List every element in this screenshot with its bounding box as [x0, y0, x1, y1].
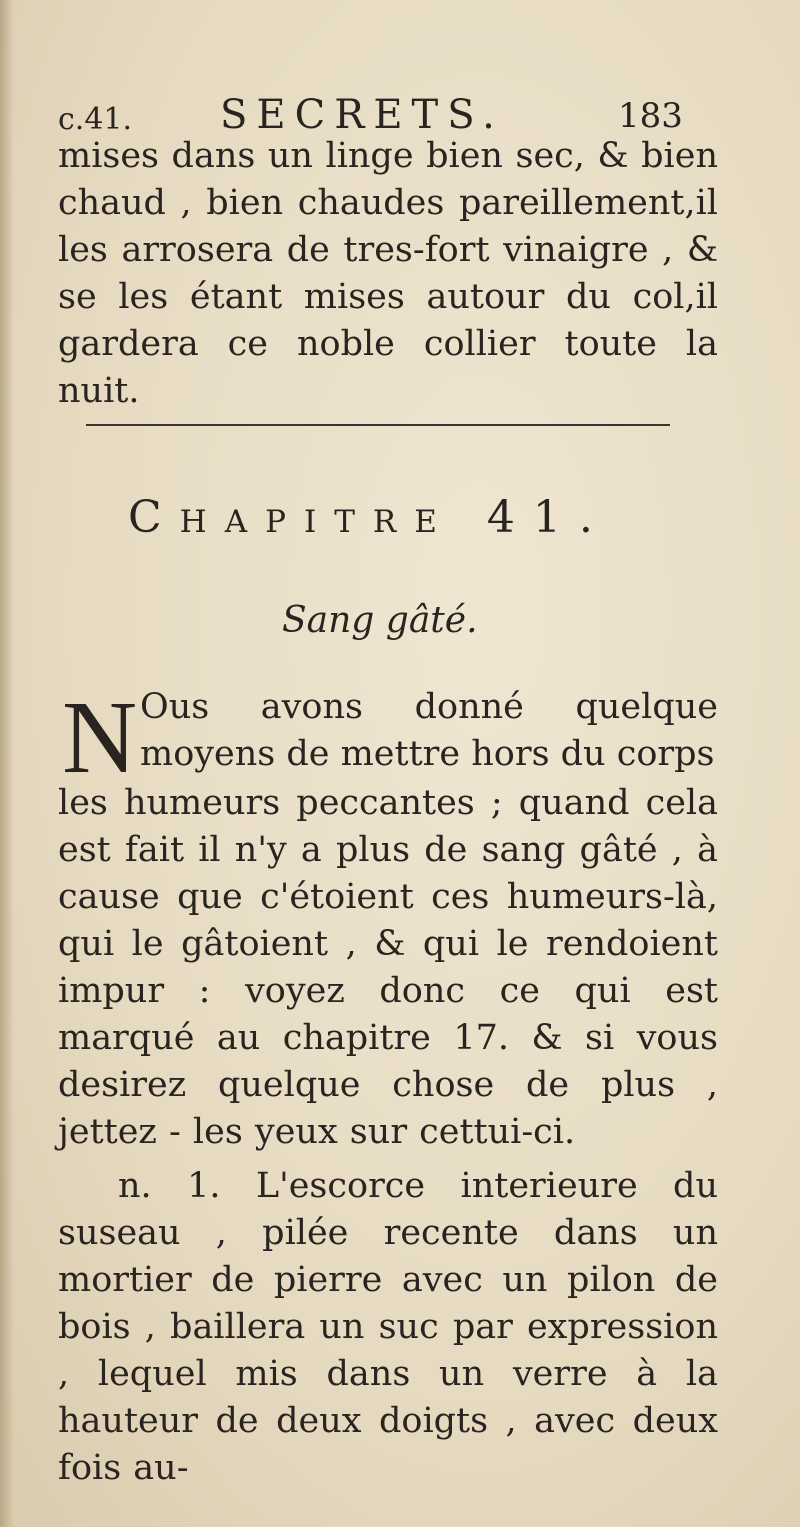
chapter-title: Chapitre 41.	[128, 492, 611, 543]
paragraph-body: les humeurs peccantes ; quand cela est fait il n'y a plus de sang gâté , à cause que c'étoient ces humeurs-là, qui le gâtoient , & qui le rendoient impur : voyez donc ce qui est marqué au chapitre 17. & si vous desirez quelque chose de plus , jettez - les yeux sur cettui-ci.	[58, 783, 718, 1152]
page-number: 183	[618, 96, 683, 136]
numbered-entry: n. 1. L'escorce interieure du suseau , pilée recente dans un mortier de pierre avec un pilon de bois , baillera un suc par expression , lequel mis dans un verre à la hauteur de deux doigts , avec deux fois au-	[58, 1166, 718, 1488]
section-divider	[86, 424, 670, 426]
chapter-subtitle: Sang gâté.	[282, 600, 478, 641]
drop-cap: N	[62, 680, 138, 795]
header-title: SECRETS.	[220, 92, 504, 138]
paragraph-opening: Ous avons donné quelque moyens de mettre hors du corps	[140, 687, 718, 774]
continuation-paragraph: mises dans un linge bien sec, & bien chaud , bien chaudes pareillement,il les arrosera de tres-fort vinaigre , & se les étant mises autour du col,il gardera ce noble collier toute la nuit.	[58, 136, 718, 411]
header-chapter-ref: c.41.	[58, 102, 133, 137]
